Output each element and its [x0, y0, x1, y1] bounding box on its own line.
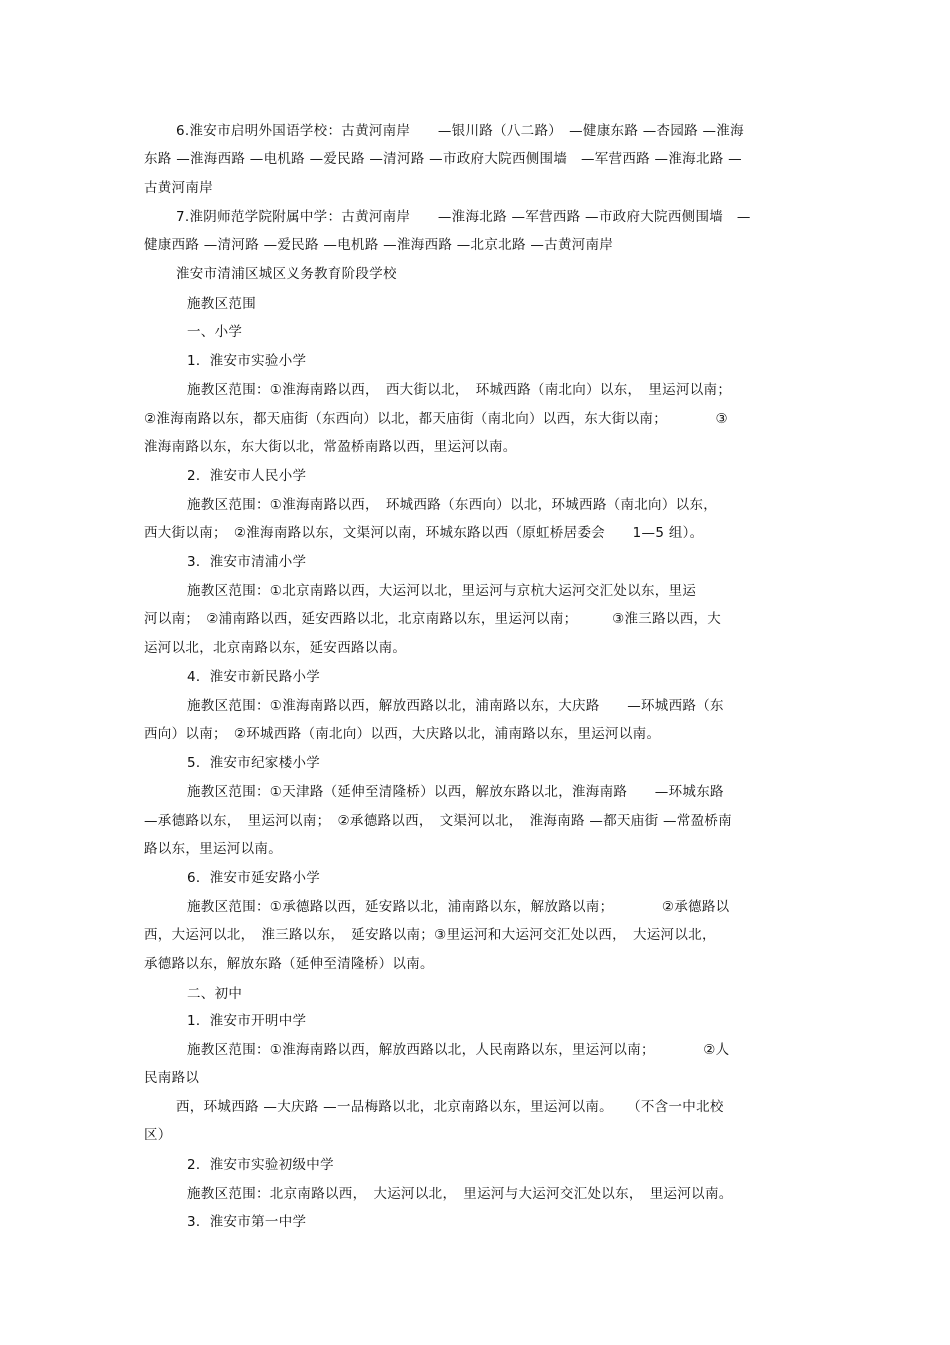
school-heading: 2．淮安市人民小学	[187, 468, 307, 484]
school-heading: 3．淮安市清浦小学	[187, 554, 307, 570]
text-line: 淮海南路以东，东大街以北，常盈桥南路以西，里运河以南。	[144, 439, 517, 455]
school-heading: 4．淮安市新民路小学	[187, 669, 321, 685]
text-line: 施教区范围：①淮海南路以西，解放西路以北，人民南路以东，里运河以南； ②人	[187, 1042, 730, 1058]
school-heading: 2．淮安市实验初级中学	[187, 1157, 334, 1173]
school-heading: 6．淮安市延安路小学	[187, 870, 321, 886]
school-heading: 1．淮安市开明中学	[187, 1013, 307, 1029]
text-line: 运河以北，北京南路以东，延安西路以南。	[144, 640, 407, 656]
section-heading: 施教区范围	[187, 296, 256, 312]
text-line: 民南路以	[144, 1070, 200, 1086]
text-line: 施教区范围：①淮海南路以西， 西大街以北， 环城西路（南北向）以东， 里运河以南；	[187, 382, 732, 398]
text-line: 东路 —淮海西路 —电机路 —爱民路 —清河路 —市政府大院西侧围墙 —军营西路 —淮海北路 —	[144, 151, 742, 167]
text-line: 健康西路 —清河路 —爱民路 —电机路 —淮海西路 —北京北路 —古黄河南岸	[144, 237, 614, 253]
section-heading: 一、小学	[187, 324, 243, 340]
text-line: 西，环城西路 —大庆路 —一品梅路以北，北京南路以东，里运河以南。 （不含一中北校	[176, 1099, 724, 1115]
section-heading: 二、初中	[187, 986, 243, 1002]
section-heading: 淮安市清浦区城区义务教育阶段学校	[176, 266, 397, 282]
text-line: 古黄河南岸	[144, 180, 213, 196]
text-line: 6.淮安市启明外国语学校：古黄河南岸 —银川路（八二路） —健康东路 —杏园路 —淮海	[176, 123, 744, 139]
school-heading: 1．淮安市实验小学	[187, 353, 307, 369]
school-heading: 3．淮安市第一中学	[187, 1214, 307, 1230]
text-line: 施教区范围：①北京南路以西，大运河以北，里运河与京杭大运河交汇处以东，里运	[187, 583, 697, 599]
text-line: 河以南； ②浦南路以西，延安西路以北，北京南路以东，里运河以南； ③淮三路以西，大	[144, 611, 722, 627]
text-line: 施教区范围：北京南路以西， 大运河以北， 里运河与大运河交汇处以东， 里运河以南。	[187, 1186, 733, 1202]
school-heading: 5．淮安市纪家楼小学	[187, 755, 321, 771]
text-line: 7.淮阴师范学院附属中学：古黄河南岸 —淮海北路 —军营西路 —市政府大院西侧围墙 —	[176, 209, 751, 225]
text-line: 施教区范围：①承德路以西，延安路以北，浦南路以东，解放路以南； ②承德路以	[187, 899, 730, 915]
text-line: —承德路以东， 里运河以南； ②承德路以西， 文渠河以北， 淮海南路 —都天庙街 —常盈桥南	[144, 813, 732, 829]
text-line: 西大街以南； ②淮海南路以东，文渠河以南，环城东路以西（原虹桥居委会 1—5 组）。	[144, 525, 704, 541]
text-line: 施教区范围：①淮海南路以西，解放西路以北，浦南路以东，大庆路 —环城西路（东	[187, 698, 724, 714]
text-line: 西向）以南； ②环城西路（南北向）以西，大庆路以北，浦南路以东，里运河以南。	[144, 726, 661, 742]
text-line: 承德路以东，解放东路（延伸至清隆桥）以南。	[144, 956, 434, 972]
text-line: 西，大运河以北， 淮三路以东， 延安路以南；③里运河和大运河交汇处以西， 大运河以北，	[144, 927, 716, 943]
text-line: 区）	[144, 1127, 172, 1143]
text-line: ②淮海南路以东，都天庙街（东西向）以北，都天庙街（南北向）以西，东大街以南； ③	[144, 411, 728, 427]
text-line: 路以东，里运河以南。	[144, 841, 282, 857]
text-line: 施教区范围：①天津路（延伸至清隆桥）以西，解放东路以北，淮海南路 —环城东路	[187, 784, 724, 800]
text-line: 施教区范围：①淮海南路以西， 环城西路（东西向）以北，环城西路（南北向）以东，	[187, 497, 718, 513]
